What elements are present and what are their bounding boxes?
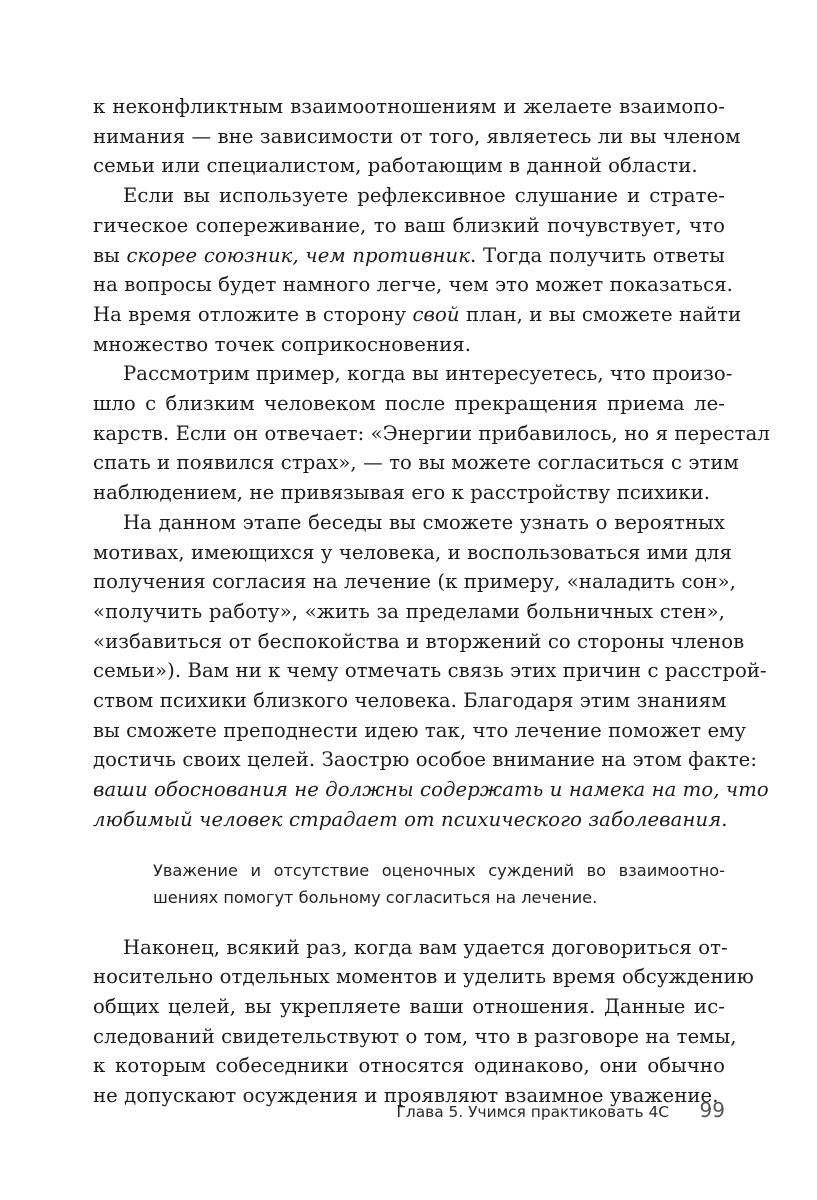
text-run: Наконец, всякий раз, когда вам удается договориться от- bbox=[123, 935, 728, 959]
text-line bbox=[93, 627, 745, 657]
text-run: Если вы используете рефлексивное слушание и страте- bbox=[123, 184, 725, 208]
running-footer-chapter-title: Глава 5. Учимся практиковать 4С bbox=[396, 1103, 669, 1121]
text-run: Рассмотрим пример, когда вы интересуетесь, что произо- bbox=[123, 362, 733, 386]
text-run: общих целей, вы укрепляете ваши отношения. Данные ис- bbox=[93, 994, 725, 1018]
text-line bbox=[93, 92, 725, 122]
text-run: . Тогда получить ответы bbox=[470, 243, 725, 267]
text-run: носительно отдельных моментов и уделить время обсуждению bbox=[93, 965, 754, 989]
text-run: нимания — вне зависимости от того, являетесь ли вы членом bbox=[93, 124, 741, 148]
text-run: множество точек соприкосновения. bbox=[93, 332, 472, 356]
text-run: семьи»). Вам ни к чему отмечать связь этих причин с расстрой- bbox=[93, 659, 767, 683]
text-run: карств. Если он отвечает: «Энергии прибавилось, но я перестал bbox=[93, 421, 770, 445]
text-run: к неконфликтным взаимоотношениям и желаете взаимопо- bbox=[93, 95, 725, 118]
text-line bbox=[93, 419, 770, 449]
body-paragraph bbox=[93, 359, 770, 508]
text-line bbox=[93, 745, 758, 775]
text-line bbox=[93, 775, 769, 805]
text-run: получения согласия на лечение (к примеру, «наладить сон», bbox=[93, 570, 736, 594]
text-run: «избавиться от беспокойства и вторжений со стороны членов bbox=[93, 629, 745, 653]
text-line bbox=[93, 448, 739, 478]
body-paragraph bbox=[93, 933, 754, 1111]
italic-emphasis: свой bbox=[412, 302, 460, 326]
text-run: план, и вы сможете найти bbox=[459, 302, 742, 326]
text-line bbox=[93, 933, 728, 963]
text-line bbox=[93, 151, 725, 181]
callout-line: шениях помогут больному согласиться на лечение. bbox=[153, 887, 598, 907]
text-run: спать и появился страх», — то вы можете согласиться с этим bbox=[93, 451, 739, 475]
text-line bbox=[93, 122, 741, 152]
text-run: На время отложите в сторону bbox=[93, 302, 413, 326]
text-line bbox=[93, 478, 725, 508]
text-line bbox=[93, 508, 725, 538]
text-line bbox=[93, 992, 725, 1022]
text-run: гическое сопереживание, то ваш близкий почувствует, что bbox=[93, 213, 725, 237]
body-paragraph bbox=[93, 92, 741, 181]
text-line bbox=[93, 686, 725, 716]
text-line bbox=[93, 359, 733, 389]
text-line bbox=[93, 1022, 737, 1052]
text-run: шло с близким человеком после прекращения приема ле- bbox=[93, 392, 725, 416]
text-line bbox=[93, 716, 747, 746]
text-line bbox=[93, 241, 725, 271]
text-run: . bbox=[721, 807, 728, 831]
text-run: наблюдением, не привязывая его к расстройству психики. bbox=[93, 481, 711, 505]
text-line bbox=[93, 538, 732, 568]
text-run: ством психики близкого человека. Благодаря этим знаниям bbox=[93, 689, 727, 713]
text-line bbox=[93, 962, 754, 992]
text-run: вы сможете преподнести идею так, что лечение поможет ему bbox=[93, 718, 747, 742]
text-run: вы bbox=[93, 243, 127, 267]
text-run: На данном этапе беседы вы сможете узнать о вероятных bbox=[123, 510, 725, 534]
callout-quote bbox=[153, 857, 725, 911]
text-run: мотивах, имеющихся у человека, и воспользоваться ими для bbox=[93, 540, 732, 564]
text-line bbox=[93, 389, 725, 419]
body-paragraph bbox=[93, 508, 769, 835]
body-paragraph bbox=[93, 181, 742, 359]
text-line bbox=[93, 211, 725, 241]
body-text-bottom bbox=[93, 933, 754, 1111]
italic-emphasis: скорее союзник, чем противник bbox=[126, 243, 471, 267]
text-line bbox=[93, 330, 725, 360]
text-line bbox=[93, 1051, 725, 1081]
italic-emphasis: ваши обоснования не должны содержать и намека на то, что bbox=[93, 778, 769, 802]
text-run: не допускают осуждения и проявляют взаимное уважение. bbox=[93, 1084, 719, 1108]
text-line bbox=[93, 567, 736, 597]
text-run: «получить работу», «жить за пределами больничных стен», bbox=[93, 599, 725, 623]
italic-emphasis: любимый человек страдает от психического заболевания bbox=[93, 807, 722, 831]
text-run: на вопросы будет намного легче, чем это может показаться. bbox=[93, 273, 733, 297]
text-line bbox=[93, 300, 742, 330]
page-body bbox=[93, 92, 770, 1111]
text-line bbox=[93, 805, 728, 835]
body-text-top bbox=[93, 92, 770, 835]
text-run: следований свидетельствуют о том, что в разговоре на темы, bbox=[93, 1024, 737, 1048]
text-run: к которым собеседники относятся одинаково, они обычно bbox=[93, 1054, 725, 1078]
text-line bbox=[93, 597, 725, 627]
text-run: семьи или специалистом, работающим в данной области. bbox=[93, 154, 698, 178]
text-line bbox=[93, 656, 767, 686]
text-line bbox=[93, 270, 733, 300]
callout-line: Уважение и отсутствие оценочных суждений во взаимоотно- bbox=[153, 860, 725, 880]
page-number: 99 bbox=[699, 1098, 725, 1122]
text-run: достичь своих целей. Заострю особое внимание на этом факте: bbox=[93, 748, 758, 772]
text-line bbox=[93, 181, 725, 211]
